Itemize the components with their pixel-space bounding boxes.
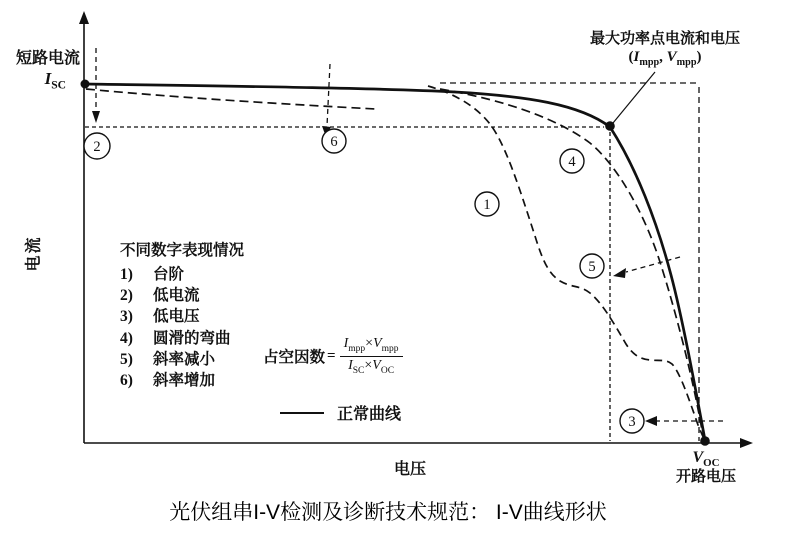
fill-factor-label: 占空因数 [263, 349, 326, 367]
denominator-i-sub: SC [352, 365, 365, 376]
marker-2-label: 2 [93, 139, 101, 155]
fill-factor-formula [263, 336, 403, 376]
marker-5 [580, 254, 604, 278]
isc-symbol-letter: I [44, 68, 52, 88]
marker-1-label: 1 [483, 197, 491, 213]
mpp-comma: , [659, 49, 667, 65]
marker-4 [560, 149, 584, 173]
slope-increase-arrow-line [327, 64, 330, 126]
legend-item-low-current [120, 286, 244, 306]
isc-label-block [6, 50, 80, 92]
slope-decrease-arrowhead-icon [613, 268, 626, 278]
mpp-symbol [574, 48, 756, 69]
voc-point [700, 436, 710, 446]
numerator-times: × [365, 336, 374, 351]
denominator-times: × [364, 357, 373, 373]
numerator-v-sub: mpp [381, 343, 399, 354]
marker-3 [620, 409, 644, 433]
voc-symbol [660, 449, 752, 469]
legend-item-label: 斜率减小 [153, 351, 216, 369]
fill-factor-fraction [340, 336, 403, 376]
legend-item-label: 圆滑的弯曲 [153, 329, 231, 347]
low-current-arrowhead-icon [92, 111, 100, 123]
y-axis-label: 电流 [25, 235, 43, 272]
legend-item-label: 低电流 [153, 287, 200, 305]
mpp-paren-close: ) [696, 49, 702, 65]
anomaly-legend-title: 不同数字表现情况 [120, 242, 245, 259]
anomaly-legend [120, 241, 244, 391]
marker-6 [322, 129, 346, 153]
mpp-leader-line [613, 72, 655, 123]
mpp-label-block [574, 30, 756, 69]
figure-caption: 光伏组串I-V检测及诊断技术规范： I-V曲线形状 [169, 501, 607, 524]
mpp-v-letter: V [666, 49, 677, 65]
fraction-numerator [340, 336, 403, 357]
equals-sign: = [327, 347, 336, 364]
voc-title: 开路电压 [675, 469, 736, 486]
isc-point [81, 80, 90, 89]
mpp-title: 最大功率点电流和电压 [589, 31, 740, 47]
curve-4-smooth-bend [440, 89, 703, 436]
fraction-denominator [340, 357, 403, 377]
legend-item-number: 2) [120, 287, 133, 305]
y-axis-arrow-icon [79, 11, 89, 24]
legend-item-slope-decrease [120, 350, 244, 370]
legend-item-number: 6) [120, 372, 133, 390]
legend-item-slope-increase [120, 371, 244, 391]
legend-item-number: 1) [120, 265, 133, 283]
numerator-v: V [373, 336, 382, 351]
numerator-i: I [343, 336, 349, 351]
mpp-v-subscript: mpp [676, 57, 697, 68]
voc-symbol-subscript: OC [703, 457, 720, 470]
legend-item-number: 3) [120, 308, 133, 326]
isc-title: 短路电流 [15, 50, 80, 67]
voc-label-block [660, 449, 752, 486]
numerator-i-sub: mpp [348, 343, 366, 354]
slope-decrease-arrow-line [626, 257, 680, 272]
normal-curve-label: 正常曲线 [337, 406, 402, 423]
legend-item-number: 5) [120, 351, 133, 369]
mpp-point [605, 121, 615, 131]
mpp-i-letter: I [633, 49, 640, 65]
legend-item-label: 台阶 [153, 265, 185, 283]
legend-item-low-voltage [120, 307, 244, 327]
x-axis-arrow-icon [740, 438, 753, 448]
normal-curve-legend [280, 401, 401, 424]
legend-item-label: 低电压 [153, 308, 200, 326]
curve-6-slope-increase [86, 89, 376, 109]
mpp-i-subscript: mpp [639, 57, 660, 68]
marker-5-label: 5 [588, 259, 596, 275]
denominator-i: I [348, 357, 353, 373]
solid-line-sample-icon [280, 412, 324, 414]
legend-item-smooth-bend [120, 329, 244, 349]
isc-symbol-subscript: SC [51, 77, 66, 91]
legend-item-step [120, 265, 244, 285]
isc-symbol [6, 70, 66, 92]
voc-symbol-letter: V [692, 449, 704, 466]
marker-6-label: 6 [330, 134, 338, 150]
marker-4-label: 4 [568, 154, 576, 170]
legend-item-number: 4) [120, 329, 133, 347]
marker-1 [475, 192, 499, 216]
x-axis-label: 电压 [393, 461, 426, 478]
legend-item-label: 斜率增加 [153, 372, 216, 390]
denominator-v-sub: OC [380, 365, 395, 376]
mpp-paren-open: ( [628, 49, 634, 65]
denominator-v: V [372, 357, 381, 373]
marker-3-label: 3 [628, 414, 636, 430]
marker-2 [84, 133, 110, 159]
low-voltage-arrowhead-icon [645, 416, 657, 426]
